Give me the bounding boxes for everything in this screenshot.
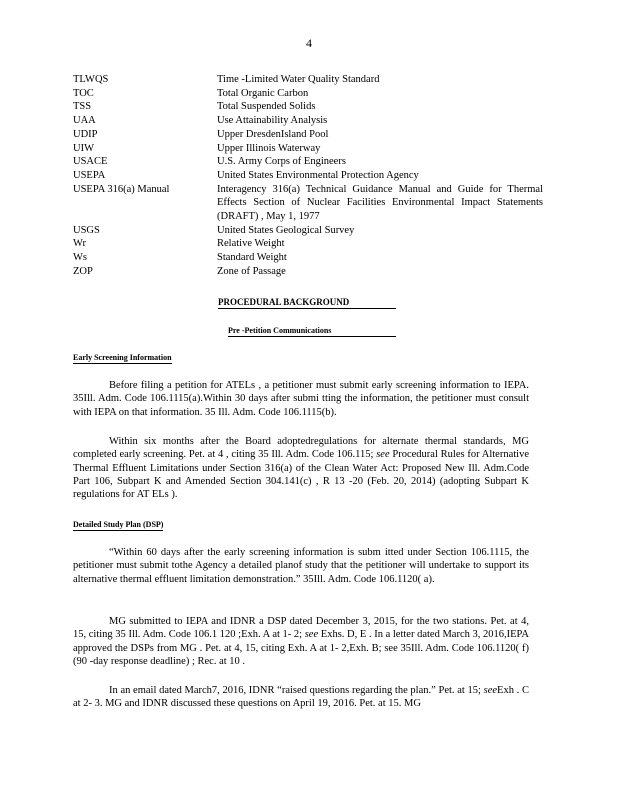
abbreviation-term: Wr — [73, 238, 86, 250]
early-screening-paragraph-2 — [73, 435, 529, 501]
paragraph-text: Procedural Rules for Alternative Thermal Effluent Limitations under Section 316(a) of the Clean Water Act: Proposed New Ill. Adm.Code Part 106, Subpart K and Amended Section 304.141(c) , R 13 -20 (Feb. 20, 2014) (adopting Subpart K regulations for AT ELs ). — [73, 449, 529, 501]
early-screening-paragraph-1: Before filing a petition for ATELs , a petitioner must submit early screening information to IEPA. 35Ill. Adm. Code 106.1115(a).Within 30 days after submi tting the information, the petitioner must consult with IEPA on that information. 35 Ill. Adm. Code 106.1115(b). — [73, 380, 529, 418]
abbreviation-row — [73, 100, 543, 114]
abbreviation-term: Ws — [73, 252, 87, 264]
abbreviation-row — [73, 128, 543, 142]
abbreviation-definition: Total Organic Carbon — [217, 87, 309, 99]
page-number: 4 — [306, 36, 312, 50]
abbreviation-row — [73, 87, 543, 101]
abbreviation-term: TLWQS — [73, 74, 109, 85]
abbreviation-definition: Standard Weight — [217, 252, 287, 264]
abbreviation-row — [73, 155, 543, 169]
signal-see: see — [304, 629, 319, 641]
abbreviation-term: USACE — [73, 156, 108, 168]
abbreviation-row — [73, 114, 543, 128]
abbreviation-term: USGS — [73, 224, 100, 236]
paragraph-text: Exhs. D, E . In a letter dated March 3, 2016,IEPA approved the DSPs from MG . Pet. at 4, 15, citing Exh. A at 1- 2,Exh. B; see 35Ill. Adm. Code 106.1120( f) (90 -day response deadline) ; Rec. at 10 . — [73, 629, 529, 667]
abbreviation-definition: United States Geological Survey — [217, 224, 355, 236]
abbreviation-row — [73, 183, 543, 224]
abbreviation-term: USEPA 316(a) Manual — [73, 183, 170, 195]
abbreviation-definition: Upper DresdenIsland Pool — [217, 128, 329, 140]
dsp-paragraph-3 — [73, 684, 529, 711]
abbreviation-definition: U.S. Army Corps of Engineers — [217, 156, 346, 168]
paragraph-text: Exh . C at 2- 3. MG and IDNR discussed these questions on April 19, 2016. Pet. at 15. MG — [73, 685, 529, 710]
abbreviation-definition: Use Attainability Analysis — [217, 115, 328, 127]
paragraph-text: MG submitted to IEPA and IDNR a DSP dated December 3, 2015, for the two stations. Pet. at 4, 15, citing 35 Ill. Adm. Code 106.1 120 ;Exh. A at 1- 2; — [73, 616, 529, 641]
abbreviation-term: UDIP — [73, 128, 98, 140]
detailed-study-plan-heading: Detailed Study Plan (DSP) — [73, 520, 164, 529]
abbreviation-row — [73, 265, 543, 279]
abbreviation-term: UIW — [73, 142, 94, 154]
abbreviation-list — [73, 73, 543, 279]
pre-petition-heading: Pre -Petition Communications — [228, 326, 396, 337]
abbreviation-row — [73, 169, 543, 183]
signal-see: see — [376, 449, 390, 461]
abbreviation-row — [73, 237, 543, 251]
abbreviation-row — [73, 224, 543, 238]
abbreviation-term: ZOP — [73, 265, 93, 277]
paragraph-text: Within six months after the Board adoptedregulations for alternate thermal standards, MG completed early screening. Pet. at 4 , citing 35 Ill. Adm. Code 106.115; — [73, 436, 529, 461]
dsp-paragraph-1: “Within 60 days after the early screening information is subm itted under Section 106.1115, the petitioner must submit tothe Agency a detailed planof study that the petitioner will undertake to support its alternative thermal effluent limitation demonstration.” 35Ill. Adm. Code 106.1120( a). — [73, 547, 529, 585]
abbreviation-definition: Time -Limited Water Quality Standard — [217, 74, 380, 85]
abbreviation-definition: Total Suspended Solids — [217, 101, 316, 113]
abbreviation-definition: Interagency 316(a) Technical Guidance Manual and Guide for Thermal Effects Section of Nuclear Facilities Environmental Impact Statements (DRAFT) , May 1, 1977 — [217, 183, 543, 223]
abbreviation-row — [73, 251, 543, 265]
abbreviation-row — [73, 73, 543, 87]
abbreviation-term: TSS — [73, 101, 92, 113]
abbreviation-definition: Upper Illinois Waterway — [217, 142, 321, 154]
dsp-paragraph-2 — [73, 615, 529, 668]
signal-see: see — [483, 685, 498, 696]
abbreviation-definition: Relative Weight — [217, 238, 285, 250]
abbreviation-term: USEPA — [73, 169, 106, 181]
paragraph-text: In an email dated March7, 2016, IDNR “raised questions regarding the plan.” Pet. at 15; — [109, 685, 484, 696]
early-screening-heading: Early Screening Information — [73, 353, 172, 362]
abbreviation-definition: Zone of Passage — [217, 265, 286, 277]
abbreviation-definition: United States Environmental Protection Agency — [217, 169, 419, 181]
abbreviation-term: TOC — [73, 87, 94, 99]
abbreviation-term: UAA — [73, 115, 96, 127]
procedural-background-heading: PROCEDURAL BACKGROUND — [218, 297, 396, 309]
abbreviation-row — [73, 142, 543, 156]
